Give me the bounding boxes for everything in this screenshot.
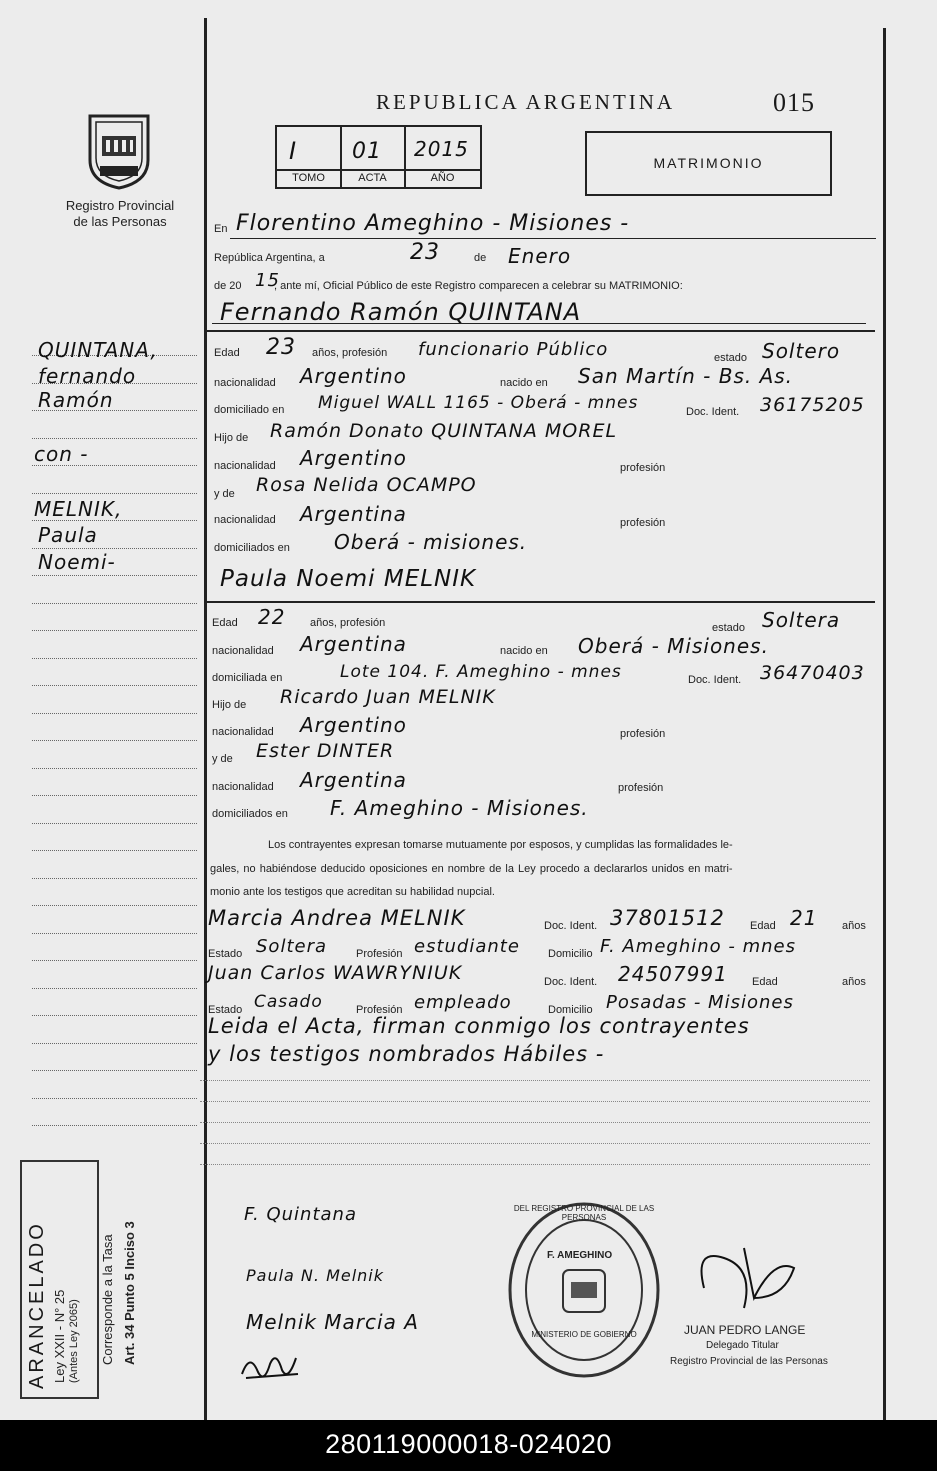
- bride-doc: 36470403: [760, 662, 865, 684]
- groom-mother-label: y de: [214, 488, 235, 500]
- stamp-article: Art. 34 Punto 5 Inciso 3: [122, 1221, 137, 1365]
- officer-name: JUAN PEDRO LANGE: [684, 1323, 806, 1337]
- declaration-line2: gales, no habiéndose deducido oposiciones en nombre de la Ley procedo a declararlos unidos en matri-: [210, 863, 733, 875]
- day-value: 23: [410, 240, 440, 265]
- witness1-doc-label: Doc. Ident.: [544, 920, 598, 932]
- margin-rule-line: [32, 1125, 197, 1126]
- anio-label: AÑO: [430, 172, 455, 184]
- groom-mother-nationality: Argentina: [300, 502, 407, 526]
- registry-name-line1: Registro Provincial: [65, 198, 175, 213]
- bride-father-label: Hijo de: [212, 699, 247, 711]
- body-rule-line: [200, 1101, 870, 1102]
- declaration-line1: Los contrayentes expresan tomarse mutuamente por esposos, y cumplidas las formalidades le-: [268, 839, 733, 851]
- stamp-tax-lines: [96, 1160, 146, 1395]
- bride-mother: Ester DINTER: [256, 740, 395, 762]
- witness2-dom-label: Domicilio: [548, 1004, 593, 1016]
- bride-age: 22: [258, 605, 286, 629]
- bride-father-nac-label: nacionalidad: [212, 726, 274, 738]
- margin-rule-line: [32, 960, 197, 961]
- body-rule-line: [200, 1143, 870, 1144]
- groom-nac-label: nacionalidad: [214, 377, 276, 389]
- groom-father-prof-label: profesión: [620, 462, 666, 474]
- margin-rule-line: [32, 630, 197, 631]
- officer-signature: [684, 1228, 814, 1323]
- margin-middlename-2: Noemi-: [38, 550, 116, 574]
- margin-rule-line: [32, 713, 197, 714]
- margin-rule-line: [32, 988, 197, 989]
- bride-father-prof-label: profesión: [620, 728, 666, 740]
- bride-nacido-label: nacido en: [500, 645, 548, 657]
- country-heading: REPUBLICA ARGENTINA: [376, 90, 676, 114]
- groom-doc-label: Doc. Ident.: [686, 406, 740, 418]
- groom-dom-label: domiciliado en: [214, 404, 285, 416]
- witness1-doc: 37801512: [610, 906, 725, 930]
- groom-parents-dom-label: domiciliados en: [214, 542, 290, 554]
- seal-ring-text: DEL REGISTRO PROVINCIAL DE LAS PERSONAS: [513, 1204, 655, 1222]
- bride-nac-label: nacionalidad: [212, 645, 274, 657]
- margin-firstname-2: Paula: [38, 523, 98, 547]
- witness2-profession: empleado: [414, 992, 512, 1013]
- margin-rule-line: [32, 685, 197, 686]
- acta-value: 01: [352, 139, 382, 164]
- margin-middlename-1: Ramón: [38, 388, 114, 412]
- bride-edad-label: Edad: [212, 617, 238, 629]
- month-value: Enero: [508, 244, 572, 268]
- groom-father-nationality: Argentino: [300, 446, 407, 470]
- seal-ring-bottom: MINISTERIO DE GOBIERNO: [531, 1330, 637, 1339]
- witness1-estado-label: Estado: [208, 948, 243, 960]
- groom-mother-prof-label: profesión: [620, 517, 666, 529]
- groom-nacido-label: nacido en: [500, 377, 548, 389]
- seal-center-text: F. AMEGHINO: [547, 1250, 613, 1261]
- groom-estado-label: estado: [714, 352, 748, 364]
- witness2-name: Juan Carlos WAWRYNIUK: [208, 962, 463, 984]
- margin-con: con -: [34, 442, 89, 466]
- witness2-anios-label: años: [842, 976, 866, 988]
- body-rule-line: [200, 1122, 870, 1123]
- margin-rule-line: [32, 850, 197, 851]
- groom-age: 23: [266, 335, 296, 360]
- bride-birthplace: Oberá - Misiones.: [578, 634, 769, 658]
- groom-birthplace: San Martín - Bs. As.: [578, 364, 794, 388]
- witness1-address: F. Ameghino - mnes: [600, 936, 796, 957]
- bride-parents-address: F. Ameghino - Misiones.: [330, 796, 589, 820]
- body-rule-line: [200, 1164, 870, 1165]
- groom-parents-address: Oberá - misiones.: [334, 530, 528, 554]
- en-label: En: [214, 223, 228, 235]
- signature-witness2-scribble: [236, 1344, 306, 1395]
- signature-groom: F. Quintana: [244, 1204, 357, 1225]
- stamp-corresponde: Corresponde a la Tasa: [100, 1234, 115, 1365]
- margin-rule-line: [32, 548, 197, 549]
- acta-label: ACTA: [358, 172, 387, 184]
- groom-profession: funcionario Público: [418, 339, 609, 360]
- witness1-prof-label: Profesión: [356, 948, 403, 960]
- province-shield-logo: [84, 110, 154, 190]
- groom-anios-prof-label: años, profesión: [312, 347, 388, 359]
- right-vertical-rule: [883, 28, 886, 1420]
- groom-mother: Rosa Nelida OCAMPO: [256, 474, 477, 496]
- signature-witness1: Melnik Marcia A: [246, 1310, 419, 1334]
- groom-father-label: Hijo de: [214, 432, 249, 444]
- arancelado-stamp: [20, 1160, 99, 1399]
- witness2-prof-label: Profesión: [356, 1004, 403, 1016]
- bride-estado-label: estado: [712, 622, 746, 634]
- groom-edad-label: Edad: [214, 347, 240, 359]
- document-number: 015: [773, 88, 815, 117]
- witness1-edad-label: Edad: [750, 920, 776, 932]
- left-vertical-rule: [204, 18, 207, 1420]
- stamp-title: ARANCELADO: [26, 1221, 48, 1389]
- witness2-status: Casado: [254, 992, 323, 1012]
- witness2-edad-label: Edad: [752, 976, 778, 988]
- act-type-label: MATRIMONIO: [653, 155, 764, 171]
- witness2-doc-label: Doc. Ident.: [544, 976, 598, 988]
- bride-mother-prof-label: profesión: [618, 782, 664, 794]
- groom-mother-nac-label: nacionalidad: [214, 514, 276, 526]
- document-barcode-number: 280119000018-024020: [0, 1420, 937, 1471]
- stamp-law: Ley XXII - N° 25: [52, 1289, 67, 1383]
- margin-surname-2: MELNIK,: [34, 497, 123, 521]
- bride-dom-label: domiciliada en: [212, 672, 283, 684]
- margin-rule-line: [32, 1070, 197, 1071]
- bride-name: Paula Noemi MELNIK: [220, 566, 477, 592]
- margin-rule-line: [32, 1043, 197, 1044]
- bride-nationality: Argentina: [300, 632, 407, 656]
- margin-rule-line: [32, 768, 197, 769]
- bride-doc-label: Doc. Ident.: [688, 674, 742, 686]
- bride-status: Soltera: [762, 608, 841, 632]
- bride-anios-prof-label: años, profesión: [310, 617, 386, 629]
- groom-doc: 36175205: [760, 394, 865, 416]
- margin-rule-line: [32, 933, 197, 934]
- act-type-box: [585, 131, 832, 196]
- witness1-profession: estudiante: [414, 936, 520, 957]
- bride-mother-nationality: Argentina: [300, 768, 407, 792]
- margin-rule-line: [32, 795, 197, 796]
- witness1-age: 21: [790, 906, 818, 930]
- margin-rule-line: [32, 1098, 197, 1099]
- bride-father-nationality: Argentino: [300, 713, 407, 737]
- margin-firstname-1: fernando: [38, 364, 137, 388]
- groom-status: Soltero: [762, 339, 841, 363]
- tomo-label: TOMO: [292, 172, 325, 184]
- bride-mother-nac-label: nacionalidad: [212, 781, 274, 793]
- officer-org: Registro Provincial de las Personas: [670, 1356, 828, 1367]
- margin-surname-1: QUINTANA,: [38, 338, 158, 362]
- margin-rule-line: [32, 905, 197, 906]
- republica-label: República Argentina, a: [214, 252, 325, 264]
- bride-father: Ricardo Juan MELNIK: [280, 686, 496, 708]
- closing-line2: y los testigos nombrados Hábiles -: [208, 1042, 605, 1066]
- witness1-name: Marcia Andrea MELNIK: [208, 906, 466, 930]
- witness1-anios-label: años: [842, 920, 866, 932]
- groom-father: Ramón Donato QUINTANA MOREL: [270, 420, 618, 442]
- place-value: Florentino Ameghino - Misiones -: [236, 211, 630, 236]
- stamp-law-sub: (Antes Ley 2065): [68, 1299, 80, 1383]
- groom-father-nac-label: nacionalidad: [214, 460, 276, 472]
- margin-rule-line: [32, 658, 197, 659]
- margin-rule-line: [32, 878, 197, 879]
- bride-parents-dom-label: domiciliados en: [212, 808, 288, 820]
- margin-rule-line: [32, 1015, 197, 1016]
- groom-name: Fernando Ramón QUINTANA: [220, 298, 582, 326]
- witness1-status: Soltera: [256, 936, 328, 957]
- groom-address: Miguel WALL 1165 - Oberá - mnes: [318, 393, 639, 413]
- bride-address: Lote 104. F. Ameghino - mnes: [340, 662, 622, 682]
- anio-value: 2015: [414, 137, 469, 161]
- body-rule-line: [200, 1080, 870, 1081]
- bride-mother-label: y de: [212, 753, 233, 765]
- signature-bride: Paula N. Melnik: [246, 1266, 385, 1285]
- year-suffix-value: 15: [255, 270, 280, 291]
- margin-rule-line: [32, 493, 197, 494]
- witness1-dom-label: Domicilio: [548, 948, 593, 960]
- tomo-value: I: [289, 137, 298, 165]
- groom-nationality: Argentino: [300, 364, 407, 388]
- registry-name-line2: de las Personas: [73, 214, 167, 229]
- margin-rule-line: [32, 438, 197, 439]
- closing-line1: Leida el Acta, firman conmigo los contrayentes: [208, 1014, 750, 1038]
- ante-text: , ante mí, Oficial Público de este Registro comparecen a celebrar su MATRIMONIO:: [274, 280, 683, 292]
- de20-label: de 20: [214, 280, 242, 292]
- officer-title: Delegado Titular: [706, 1340, 779, 1351]
- margin-rule-line: [32, 740, 197, 741]
- registry-seal: [505, 1200, 663, 1380]
- declaration-line3: monio ante los testigos que acreditan su habilidad nupcial.: [210, 886, 495, 898]
- margin-rule-line: [32, 575, 197, 576]
- witness2-doc: 24507991: [618, 962, 728, 986]
- margin-rule-line: [32, 823, 197, 824]
- tomo-acta-anio-box: [275, 125, 482, 189]
- witness2-address: Posadas - Misiones: [606, 992, 794, 1013]
- witness2-estado-label: Estado: [208, 1004, 243, 1016]
- margin-rule-line: [32, 603, 197, 604]
- de-label: de: [474, 252, 487, 264]
